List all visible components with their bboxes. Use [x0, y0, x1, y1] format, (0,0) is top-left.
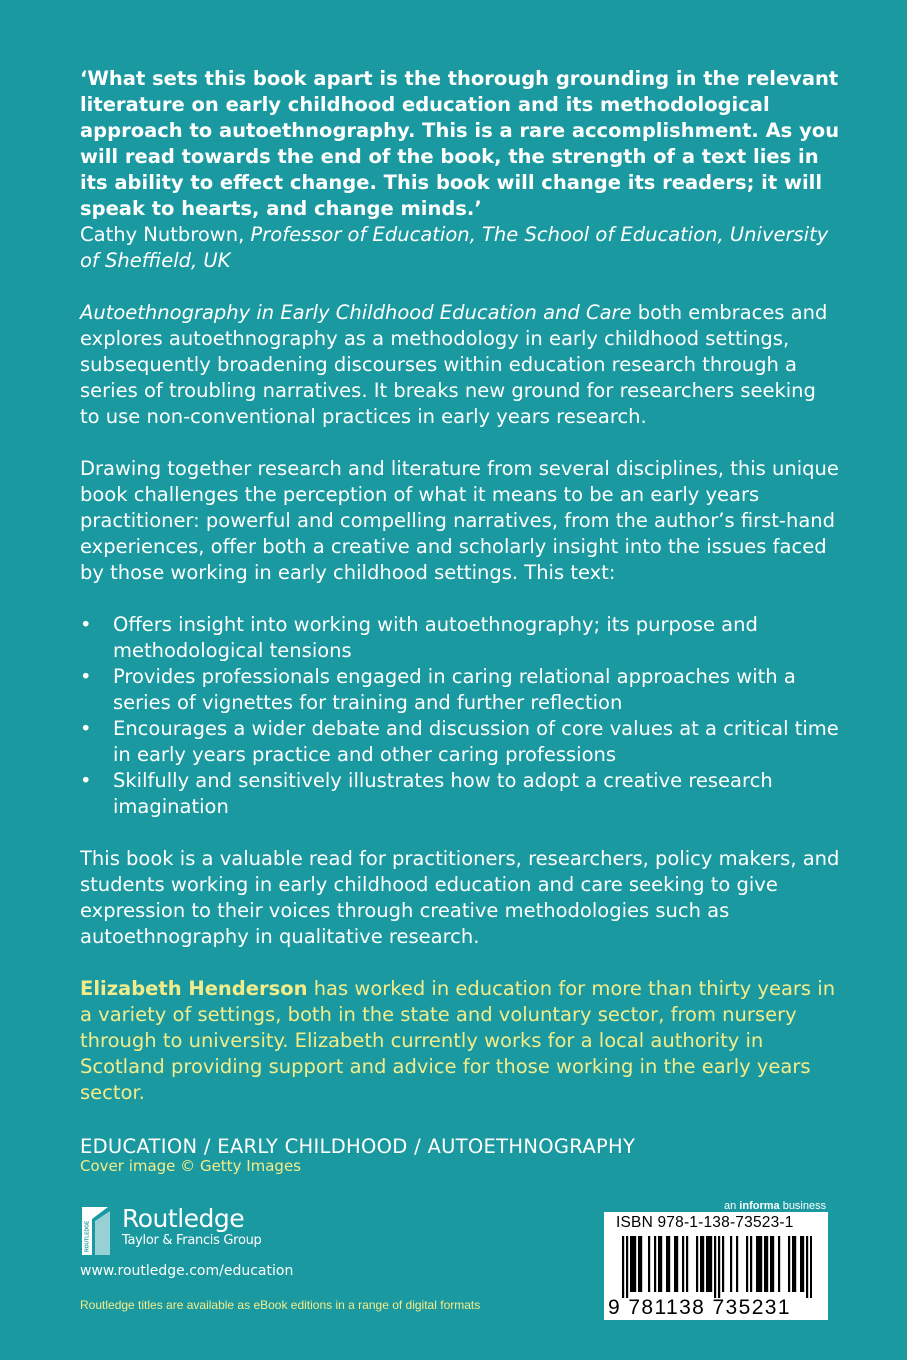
audience-paragraph: This book is a valuable read for practitioners, researchers, policy makers, and students working in early childhood education and care seeking to give expression to their voices through creative methodologies such as autoethnography in qualitative research. [80, 847, 840, 948]
list-item: • Encourages a wider debate and discussion of core values at a critical time in early years practice and other caring professions [80, 717, 839, 766]
barcode-bar [700, 1236, 702, 1292]
publisher-group: Taylor & Francis Group [122, 1233, 262, 1248]
barcode-bar [676, 1236, 678, 1292]
logo-mark-text: ROUTLEDGE [84, 1220, 91, 1252]
endorser-name: Cathy Nutbrown, [80, 223, 245, 246]
barcode-bar [668, 1236, 670, 1292]
bullet-icon: • [80, 717, 92, 740]
informa-business-label: an informa business [724, 1200, 827, 1212]
list-item: • Provides professionals engaged in caring relational approaches with a series of vignettes for training and further reflection [80, 665, 796, 714]
list-item: • Skilfully and sensitively illustrates how to adopt a creative research imagination [80, 769, 773, 818]
cover-credit: Cover image © Getty Images [80, 1157, 302, 1175]
barcode-bar [648, 1236, 650, 1292]
barcode-bar [746, 1236, 748, 1292]
barcode-bar [794, 1236, 796, 1292]
barcode-bar [764, 1236, 766, 1292]
barcode-bar [710, 1236, 712, 1292]
bullet-icon: • [80, 665, 92, 688]
feature-list [80, 612, 840, 820]
barcode-bar [772, 1236, 774, 1292]
barcode-bar [666, 1236, 668, 1292]
description-paragraph: Drawing together research and literature from several disciplines, this unique book challenges the perception of what it means to be an early years practitioner: powerful and compelling narratives, from the author’s first-hand experiences, offer both a creative and scholarly insight into the issues faced by those working in early childhood settings. This text: [80, 457, 839, 584]
bullet-icon: • [80, 769, 92, 792]
barcode-bars [622, 1236, 812, 1298]
endorsement-quote: ‘What sets this book apart is the thorough grounding in the relevant literature on early childhood education and its methodological approach to autoethnography. This is a rare accomplishment. As you will read towards the end of the book, the strength of a text lies in its ability to effect change. This book will change its readers; it will speak to hearts, and change minds.’ [80, 67, 840, 220]
author-bio [80, 976, 840, 1106]
publisher-url[interactable]: www.routledge.com/education [80, 1263, 294, 1279]
barcode-bar [696, 1236, 698, 1292]
barcode-bar [722, 1236, 724, 1292]
back-cover-text [80, 66, 840, 1160]
barcode-bar [640, 1236, 642, 1292]
barcode-bar [718, 1236, 720, 1298]
barcode-bar [654, 1236, 656, 1292]
barcode-bar [626, 1236, 628, 1298]
barcode-bar [634, 1236, 636, 1292]
barcode-bar [630, 1236, 632, 1292]
barcode-bar [760, 1236, 762, 1292]
endorser-role: Professor of Education, The School of Education, University of Sheffield, UK [80, 223, 829, 272]
barcode-bar [660, 1236, 662, 1292]
barcode-bar [638, 1236, 640, 1292]
barcode-bar [686, 1236, 688, 1292]
barcode-bar [750, 1236, 752, 1292]
isbn-label: ISBN 978-1-138-73523-1 [616, 1214, 794, 1231]
publisher-name: Routledge [122, 1204, 245, 1233]
barcode-bar [766, 1236, 768, 1292]
list-item: • Offers insight into working with autoethnography; its purpose and methodological tensions [80, 613, 758, 662]
barcode-bar [756, 1236, 758, 1292]
barcode-bar [736, 1236, 738, 1292]
author-name: Elizabeth Henderson [80, 977, 308, 1000]
barcode-bar [770, 1236, 772, 1292]
endorsement-attribution [80, 222, 840, 274]
book-title: Autoethnography in Early Childhood Education and Care [80, 301, 632, 324]
barcode-bar [674, 1236, 676, 1292]
barcode-bar [632, 1236, 634, 1292]
author-bio-text: has worked in education for more than thirty years in a variety of settings, both in the state and voluntary sector, from nursery through to university. Elizabeth currently works for a local authority in Scotland providing support and advice for those working in the early years sector. [80, 977, 836, 1104]
barcode-bar [622, 1236, 624, 1298]
barcode-bar [806, 1236, 808, 1298]
barcode-bar [778, 1236, 780, 1292]
barcode-bar [658, 1236, 660, 1292]
barcode-bar [706, 1236, 708, 1292]
ebook-note: Routledge titles are available as eBook editions in a range of digital formats [80, 1298, 481, 1312]
barcode-bar [802, 1236, 804, 1292]
isbn-digits: 9 781138 735231 [608, 1296, 791, 1319]
barcode-bar [810, 1236, 812, 1298]
intro-text: both embraces and explores autoethnography as a methodology in early childhood settings, subsequently broadening discourses within education research through a series of troubling narratives. It breaks new ground for researchers seeking to use non-conventional practices in early years research. [80, 301, 828, 428]
intro-paragraph [80, 300, 840, 430]
bullet-icon: • [80, 613, 92, 636]
barcode-bar [730, 1236, 732, 1292]
barcode-bar [682, 1236, 684, 1292]
barcode-bar [800, 1236, 802, 1292]
barcode-bar [714, 1236, 716, 1298]
subject-categories: EDUCATION / EARLY CHILDHOOD / AUTOETHNOGRAPHY [80, 1135, 636, 1158]
barcode-bar [792, 1236, 794, 1292]
barcode-bar [758, 1236, 760, 1292]
routledge-logo-icon [80, 1205, 112, 1257]
publisher-logo [80, 1205, 262, 1257]
barcode-bar [788, 1236, 790, 1292]
barcode-bar [702, 1236, 704, 1292]
barcode-bar [708, 1236, 710, 1292]
isbn-barcode [604, 1212, 828, 1320]
